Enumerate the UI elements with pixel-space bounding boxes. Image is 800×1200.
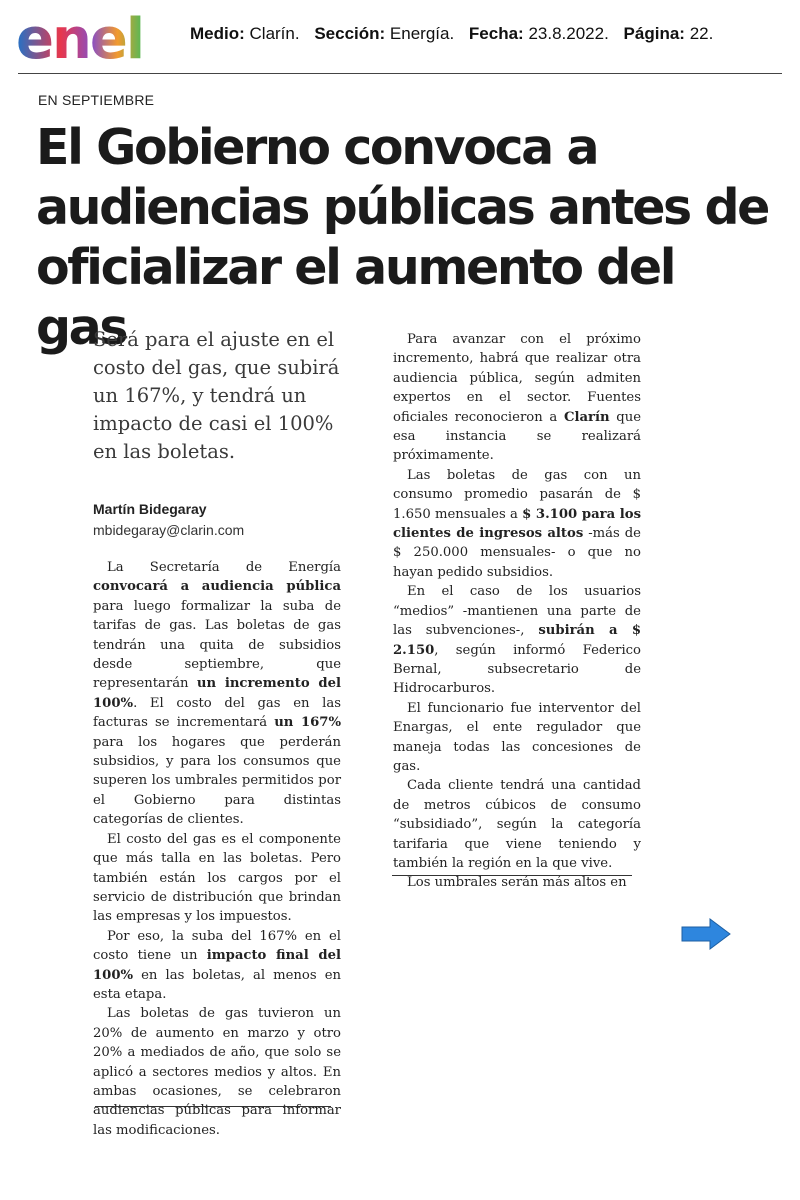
paragraph: Las boletas de gas tuvieron un 20% de aumento en marzo y otro 20% a mediados de año, que solo se aplicó a sectores medios y altos. En ambas ocasiones, se celebraron audiencias públicas para informar las modificaciones. — [93, 1006, 341, 1138]
paragraph: Por eso, la suba del 167% en el costo tiene un impacto final del 100% en las boletas, al menos en esta etapa. — [93, 928, 342, 1002]
column-1 — [93, 558, 341, 1140]
section-kicker: EN SEPTIEMBRE — [38, 92, 155, 108]
paragraph: La Secretaría de Energía convocará a audiencia pública para luego formalizar la suba de tarifas de gas. Las boletas de gas tendrán una quita de subsidios desde septiembre, que representarán un incremento del 100%. El costo del gas en las facturas se incrementará un 167% para los hogares que perderán subsidios, y para los consumos que superen los umbrales permitidos por el Gobierno para distintas categorías de clientes. — [93, 560, 342, 828]
medio-value: Clarín. — [249, 24, 300, 43]
author-name: Martín Bidegaray — [93, 501, 207, 517]
seccion-value: Energía. — [389, 24, 455, 43]
paragraph: El funcionario fue interventor del Enargas, el ente regulador que maneja todas las concesiones de gas. — [393, 700, 641, 774]
column-1-end-rule — [95, 1106, 331, 1107]
medio-label: Medio: — [190, 24, 245, 43]
paragraph: El costo del gas es el componente que más talla en las boletas. Pero también están los cargos por el servicio de distribución que brindan las empresas y los impuestos. — [93, 831, 341, 925]
header-divider — [18, 73, 782, 74]
column-2 — [393, 330, 641, 893]
fecha-value: 23.8.2022. — [528, 24, 609, 43]
paragraph: Cada cliente tendrá una cantidad de metros cúbicos de consumo “subsidiado”, según la categoría tarifaria que viene teniendo y también la región en la que vive. — [393, 778, 641, 871]
header — [0, 0, 800, 78]
svg-text:enel: enel — [16, 8, 144, 68]
author-email: mbidegaray@clarin.com — [93, 522, 245, 538]
paragraph: Los umbrales serán más altos en — [407, 875, 627, 891]
paragraph: En el caso de los usuarios “medios” -mantienen una parte de las subvenciones-, subirán a $ 2.150, según informó Federico Bernal, subsecretario de Hidrocarburos. — [393, 584, 641, 697]
paragraph: Las boletas de gas con un consumo promedio pasarán de $ 1.650 mensuales a $ 3.100 para los clientes de ingresos altos -más de $ 250.000 mensuales- o que no hayan pedido subsidios. — [393, 467, 641, 580]
column-2-end-rule — [392, 875, 632, 876]
enel-logo — [16, 8, 176, 68]
lead-paragraph: Será para el ajuste en el costo del gas, que subirá un 167%, y tendrá un impacto de casi el 100% en las boletas. — [93, 328, 340, 463]
seccion-label: Sección: — [314, 24, 386, 43]
pagina-value: 22. — [689, 24, 714, 43]
paragraph: Para avanzar con el próximo incremento, habrá que realizar otra audiencia pública, según admiten expertos en el sector. Fuentes oficiales reconocieron a Clarín que esa instancia se realizará próximamente. — [393, 332, 641, 464]
pagina-label: Página: — [623, 24, 685, 43]
fecha-label: Fecha: — [468, 24, 524, 43]
headline: El Gobierno convoca a audiencias públicas antes de oficializar el aumento del gas — [36, 119, 768, 356]
press-meta — [190, 24, 713, 44]
next-page-arrow-icon[interactable] — [680, 916, 732, 952]
